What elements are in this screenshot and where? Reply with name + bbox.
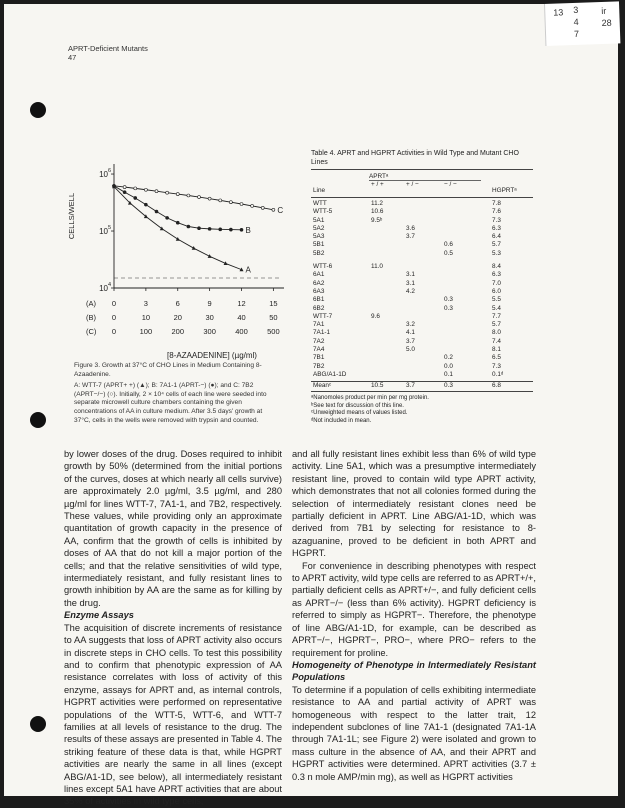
data-point-B bbox=[166, 216, 169, 219]
table-cell: 8.1 bbox=[492, 346, 501, 354]
data-point-C bbox=[198, 196, 201, 199]
body-column-right bbox=[292, 448, 536, 783]
x-tick-label: 400 bbox=[235, 327, 248, 336]
data-point-C bbox=[166, 191, 169, 194]
data-point-A bbox=[176, 237, 180, 241]
paragraph: For convenience in describing phenotypes with respect to APRT activity, wild type cells are referred to as APRT+/+, partially deficient cells as APRT+/−, and fully deficient cells as APRT−/− (less than 6% activity). HGPRT deficiency is referred to simply as HGPRT−. Therefore, the phenotype of line ABG/A1-1D, for example, can be described as APRT−/−, HGPRT−, PRO−, where PRO− refers to the requirement for proline. bbox=[292, 560, 536, 658]
table-cell: 4.2 bbox=[406, 287, 415, 295]
data-point-B bbox=[240, 228, 243, 231]
curve-label-B: B bbox=[245, 225, 251, 235]
section-heading: Enzyme Assays bbox=[64, 610, 134, 621]
x-tick-label: 12 bbox=[237, 299, 246, 308]
table-cell: WTT-7 bbox=[313, 312, 333, 320]
table-cell: 7A1 bbox=[313, 321, 325, 329]
table-row bbox=[311, 321, 533, 329]
corner-text: 28 bbox=[601, 17, 612, 28]
figure-caption bbox=[74, 362, 279, 428]
table-cell: 5B1 bbox=[313, 241, 325, 249]
paragraph: and all fully resistant lines exhibit less than 6% of wild type activity. Line 5A1, which was a presumptive intermediately resistant line, proved to contain wild type APRT activity, which demonstrates that not all colonies formed during the selection of intermediately resistant clones need be partially deficient in APRT. Line ABG/A1-1D, which was derived from 7B1 by selecting for resistance to 8-azaguanine, proved to be deficient in both APRT and HGPRT. bbox=[292, 449, 536, 559]
data-point-C bbox=[240, 202, 243, 205]
corner-text: 7 bbox=[573, 28, 580, 39]
table-cell: 3.7 bbox=[406, 233, 415, 241]
table-cell: 3.1 bbox=[406, 271, 415, 279]
table-cell: 6.5 bbox=[492, 354, 501, 362]
table-cell: 3.2 bbox=[406, 321, 415, 329]
data-point-C bbox=[123, 186, 126, 189]
table-cell: 8.4 bbox=[492, 263, 501, 271]
punch-hole bbox=[30, 102, 46, 118]
table-cell: 7.0 bbox=[492, 279, 501, 287]
table-row bbox=[311, 271, 533, 279]
table-cell: 7.7 bbox=[492, 312, 501, 320]
table-cell: 0.0 bbox=[444, 362, 453, 370]
data-point-C bbox=[134, 187, 137, 190]
table-row bbox=[311, 263, 533, 271]
corner-text: ir bbox=[601, 5, 607, 17]
series-line-A bbox=[114, 187, 242, 270]
x-scale-row-label: (B) bbox=[86, 313, 96, 322]
x-tick-label: 200 bbox=[171, 327, 185, 336]
table-cell: 6.8 bbox=[492, 382, 501, 390]
table-footnotes bbox=[311, 395, 533, 425]
data-point-B bbox=[208, 227, 211, 230]
x-tick-label: 500 bbox=[267, 327, 280, 336]
table-cell: ABG/A1-1D bbox=[313, 370, 347, 378]
table-cell: 6B1 bbox=[313, 296, 325, 304]
table-row bbox=[311, 233, 533, 241]
table-row bbox=[311, 354, 533, 362]
table-body-group-1 bbox=[311, 200, 533, 258]
data-point-C bbox=[187, 194, 190, 197]
table-row bbox=[311, 288, 533, 296]
table-header bbox=[311, 173, 533, 198]
table-cell: WTT-5 bbox=[313, 208, 333, 216]
table-cell: 7.3 bbox=[492, 362, 501, 370]
table-mean-row bbox=[311, 381, 533, 392]
table-cell: 3.6 bbox=[406, 224, 415, 232]
table-title: Table 4. APRT and HGPRT Activities in Wild Type and Mutant CHO Lines bbox=[311, 149, 533, 170]
page bbox=[4, 4, 618, 807]
table-cell: 6B2 bbox=[313, 304, 325, 312]
table-row bbox=[311, 338, 533, 346]
table-cell: 5.7 bbox=[492, 321, 501, 329]
table-cell: 8.0 bbox=[492, 329, 501, 337]
x-tick-label: 0 bbox=[111, 313, 117, 322]
table-cell: 5.7 bbox=[492, 241, 501, 249]
x-tick-label: 40 bbox=[237, 313, 246, 322]
table-cell: 3.7 bbox=[406, 337, 415, 345]
paragraph: The acquisition of discrete increments of resistance to AA suggests that loss of APRT activity also occurs in discrete steps in CHO cells. To test this possibility and to confirm that phenotypic expression of AA resistance correlates with loss of activity of this enzyme, assays for APRT and, as internal controls, HGPRT activities were performed on representative populations of the WTT-5, WTT-6, and WTT-7 families at all levels of resistance to the drug. The results of these assays are presented in Table 4. The striking feature of these data is that, while HGPRT activities are nearly the same in all lines (except ABG/A1-1D, see below), all intermediately resistant lines except 5A1 have APRT activities that are about 35% of activities in wild type cells, bbox=[64, 622, 282, 807]
table-row bbox=[311, 305, 533, 313]
table-cell: 6.3 bbox=[492, 271, 501, 279]
data-point-B bbox=[144, 203, 147, 206]
caption-title: Figure 3. Growth at 37°C of CHO Lines in Medium Containing 8-Azaadenine. bbox=[74, 362, 262, 378]
table-cell: 7A4 bbox=[313, 346, 325, 354]
table-row bbox=[311, 200, 533, 208]
corner-text: 4 bbox=[573, 16, 579, 27]
table-cell: Meanᶜ bbox=[313, 382, 332, 390]
header-pm: + / − bbox=[406, 181, 419, 188]
caption-body: A: WTT-7 (APRT+ +) (▲); B: 7A1-1 (APRT-−) (●); and C: 7B2 (APRT−/−) (○). Initially, 2 × 10⁴ cells of each line were seeded into separate microwell culture chambers containing the given concentrations of AA in culture medium. After 3.5 days' growth at 37°C, cells in the wells were removed with trypsin and counted. bbox=[74, 382, 267, 424]
section-heading: Homogeneity of Phenotype in Intermediately Resistant Populations bbox=[292, 659, 536, 683]
table-cell: 9.6 bbox=[371, 312, 380, 320]
x-tick-label: 6 bbox=[175, 299, 180, 308]
data-point-C bbox=[155, 190, 158, 193]
table-cell: 5A2 bbox=[313, 224, 325, 232]
table-cell: 3.7 bbox=[406, 382, 415, 390]
table-cell: 5.4 bbox=[492, 304, 501, 312]
header-pp: + / + bbox=[371, 181, 384, 188]
data-point-B bbox=[134, 196, 137, 199]
data-point-B bbox=[198, 227, 201, 230]
table-cell: 0.1 bbox=[444, 370, 453, 378]
paragraph: To determine if a population of cells exhibiting intermediate resistance to AA and partial activity of APRT was homogeneous with respect to the latter trait, 12 independent subclones of line 7A1-1 (designated 7A1-1A through 7A1-1L; see Figure 2) were isolated and grown to mass culture in the absence of AA, and their APRT and HGPRT activities were determined. APRT activities (3.7 ± 0.3 n mole AMP/min mg), as well as HGPRT activities bbox=[292, 684, 536, 782]
header-hgprt: HGPRTᵃ bbox=[492, 187, 517, 194]
footnote: ᶜUnweighted means of values listed. bbox=[311, 410, 408, 417]
corner-text: 3 bbox=[573, 4, 579, 15]
data-point-B bbox=[155, 210, 158, 213]
table-4 bbox=[311, 149, 533, 426]
data-point-C bbox=[176, 193, 179, 196]
corner-text: 13 bbox=[553, 7, 564, 18]
data-point-B bbox=[229, 228, 232, 231]
table-cell: 5.0 bbox=[406, 346, 415, 354]
data-point-C bbox=[219, 199, 222, 202]
footnote: ᵇSee text for discussion of this line. bbox=[311, 402, 404, 409]
page-number: 47 bbox=[68, 53, 77, 62]
punch-hole bbox=[30, 412, 46, 428]
table-row bbox=[311, 217, 533, 225]
table-cell: 0.5 bbox=[444, 249, 453, 257]
data-point-C bbox=[229, 201, 232, 204]
table-cell: 7.6 bbox=[492, 208, 501, 216]
table-cell: 0.3 bbox=[444, 296, 453, 304]
data-point-C bbox=[261, 206, 264, 209]
body-column-left bbox=[64, 448, 282, 808]
table-row bbox=[311, 250, 533, 258]
table-cell: 7.8 bbox=[492, 200, 501, 207]
table-cell: WTT bbox=[313, 200, 327, 207]
table-cell: 6.3 bbox=[492, 224, 501, 232]
x-tick-label: 100 bbox=[139, 327, 153, 336]
x-tick-label: 9 bbox=[207, 299, 212, 308]
paragraph: by lower doses of the drug. Doses required to inhibit growth by 50% (determined from the initial portions of the curves, doses at which nearly all cells survive) are approximately 2.0 µg/ml, 3.5 µg/ml, and 280 µg/ml for lines WTT-7, 7A1-1, and 7B2, respectively. These values, while providing only an approximate quantitation of growth capacity in the presence of AA, confirm that the growth of cells is inhibited by doses of AA that do not kill a major portion of the cells; and that the relative sensitivities of wild type, intermediately resistant, and fully resistant lines to growth inhibition by AA are the same as for killing by the drug. bbox=[64, 449, 282, 608]
figure-3-chart bbox=[62, 154, 302, 364]
data-point-C bbox=[272, 208, 275, 211]
table-cell: 5.3 bbox=[492, 249, 501, 257]
x-scale-row-label: (A) bbox=[86, 299, 96, 308]
x-tick-label: 30 bbox=[205, 313, 214, 322]
table-cell: 7.4 bbox=[492, 337, 501, 345]
table-cell: 6.4 bbox=[492, 233, 501, 241]
y-tick-exponent: 5 bbox=[108, 225, 112, 232]
data-point-B bbox=[219, 228, 222, 231]
x-tick-label: 50 bbox=[269, 313, 278, 322]
table-cell: 0.2 bbox=[444, 354, 453, 362]
table-cell: 0.1ᵈ bbox=[492, 370, 504, 378]
data-point-C bbox=[208, 197, 211, 200]
footnote: ᵈNot included in mean. bbox=[311, 418, 372, 425]
table-cell: 5.5 bbox=[492, 296, 501, 304]
x-tick-label: 15 bbox=[269, 299, 278, 308]
running-head-title: APRT-Deficient Mutants bbox=[68, 44, 148, 53]
table-cell: 5B2 bbox=[313, 249, 325, 257]
table-cell: 7A2 bbox=[313, 337, 325, 345]
aprt-group-header: APRTᵃ bbox=[369, 173, 389, 180]
x-scale-row-label: (C) bbox=[86, 327, 97, 336]
table-cell: 11.2 bbox=[371, 200, 383, 207]
table-cell: 7A1-1 bbox=[313, 329, 331, 337]
table-cell: 9.5ᵇ bbox=[371, 216, 383, 224]
data-point-C bbox=[144, 188, 147, 191]
table-cell: 5A3 bbox=[313, 233, 325, 241]
table-cell: WTT-6 bbox=[313, 263, 333, 271]
table-cell: 0.3 bbox=[444, 304, 453, 312]
running-head bbox=[68, 44, 148, 62]
table-cell: 3.1 bbox=[406, 279, 415, 287]
table-row bbox=[311, 371, 533, 379]
x-tick-label: 0 bbox=[111, 327, 117, 336]
table-cell: 10.6 bbox=[371, 208, 384, 216]
table-cell: 6A2 bbox=[313, 279, 325, 287]
table-row bbox=[311, 363, 533, 371]
table-cell: 0.3 bbox=[444, 382, 453, 390]
table-row bbox=[311, 329, 533, 337]
table-row bbox=[311, 280, 533, 288]
table-row bbox=[311, 346, 533, 354]
table-cell: 7.3 bbox=[492, 216, 501, 224]
data-point-B bbox=[176, 221, 179, 224]
footnote: ᵃNanomoles product per min per mg protein. bbox=[311, 395, 429, 402]
x-tick-label: 3 bbox=[143, 299, 148, 308]
table-cell: 7B1 bbox=[313, 354, 325, 362]
curve-label-C: C bbox=[277, 205, 284, 215]
table-cell: 10.5 bbox=[371, 382, 384, 390]
table-row bbox=[311, 208, 533, 216]
x-tick-label: 300 bbox=[203, 327, 216, 336]
x-tick-label: 0 bbox=[111, 299, 117, 308]
table-row bbox=[311, 225, 533, 233]
header-mm: − / − bbox=[444, 181, 457, 188]
x-axis-label: [8-AZAADENINE] (µg/ml) bbox=[167, 351, 257, 360]
x-axis-title bbox=[167, 351, 257, 360]
y-tick-label: 10 bbox=[99, 227, 108, 237]
table-row bbox=[311, 296, 533, 304]
table-body-group-2 bbox=[311, 263, 533, 379]
header-line: Line bbox=[313, 187, 326, 194]
y-tick-label: 10 bbox=[99, 170, 108, 180]
table-cell: 4.1 bbox=[406, 329, 415, 337]
table-cell: 6A3 bbox=[313, 287, 325, 295]
punch-hole bbox=[30, 716, 46, 732]
y-tick-exponent: 6 bbox=[108, 168, 112, 175]
y-tick-label: 10 bbox=[99, 284, 108, 293]
curve-label-A: A bbox=[245, 265, 251, 275]
data-point-C bbox=[251, 204, 254, 207]
y-tick-exponent: 4 bbox=[108, 282, 112, 288]
x-tick-label: 20 bbox=[173, 313, 182, 322]
table-cell: 7B2 bbox=[313, 362, 325, 370]
table-cell: 6.0 bbox=[492, 287, 501, 295]
x-tick-label: 10 bbox=[141, 313, 151, 322]
table-row bbox=[311, 241, 533, 249]
table-cell: 11.0 bbox=[371, 263, 383, 271]
series-line-C bbox=[114, 186, 273, 210]
table-cell: 5A1 bbox=[313, 216, 325, 224]
data-point-B bbox=[187, 225, 190, 228]
corner-tab bbox=[544, 1, 620, 46]
table-cell: 6A1 bbox=[313, 271, 325, 279]
y-axis-label: CELLS/WELL bbox=[67, 192, 76, 240]
data-point-B bbox=[123, 191, 126, 194]
table-cell: 0.6 bbox=[444, 241, 453, 249]
table-row bbox=[311, 313, 533, 321]
